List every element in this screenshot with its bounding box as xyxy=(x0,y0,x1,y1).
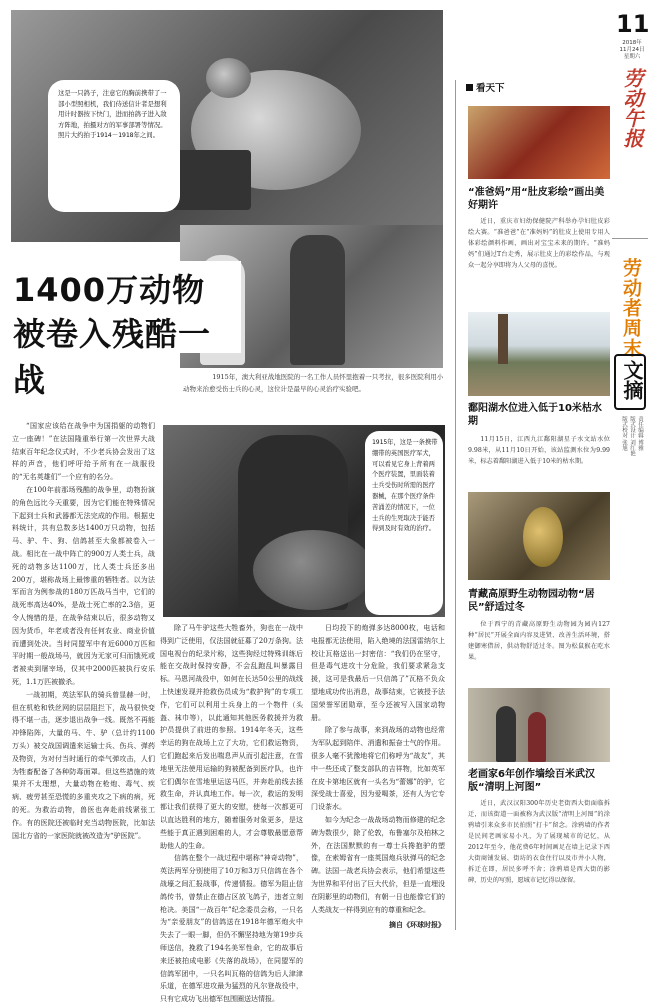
divider-line xyxy=(612,238,648,239)
article-paragraph: 在100年前那场残酷的战争里，动物扮演的角色远比今天重要，因为它们能在特殊情况下起到士兵和武器都无法完成的作用。根据史料统计，共有总数多达1400万只动物，包括马、驴、牛、狗、信鸽甚至大象都被卷入一战。相比在一战中阵亡的900万人类士兵，战死的动物多达1100万，比人类士兵还多出200万，堪称战场上最惨重的牺牲者。以为法军而言为例参战的180万匹战马当中，它们的战死率高达40%，是战士死亡率的2.3倍，更令人惋惜的是，在战争结束以后，很多动物又因为货币，年老或者没有任何农业、商业价值而遭到处决。当时同盟军中有近6000万匹和平时期一般战场马，就因为无家可归而饿死或者被卖到屠宰场，仅其中2000匹被执行安乐死，1.1万匹被撤杀。 xyxy=(12,485,155,686)
article-col2 xyxy=(160,622,303,1004)
sidebar-section-title: 看天下 xyxy=(476,83,505,94)
sidebar-divider xyxy=(455,80,456,930)
paper-name: 劳动午报 xyxy=(620,68,644,148)
painter-figure xyxy=(496,706,516,762)
date-year: 2018年 xyxy=(622,40,642,46)
article-paragraph: 除了马牛驴这些大牲畜外，狗也在一战中得到广泛使用，仅法国就征募了20万条狗。法国电视台的纪录片称，这些狗经过特殊训练后能在交战时保持安静，不会乱跑乱叫暴露目标。马恩河战役中，如何在长达50公里的战线上快速发现并抢救伤员成为“救护狗”的专项工作，它们可以利用士兵身上的一个物件（头盔、袜巾等），以此通知其他医务救援并为救护员提供了前进的参照。1914年冬天，这些幸运的狗在战场上立了大功，它们救运物资，它们跑起来后发出喘息声从而引起注意，在雪地里无法使用运输的狗被配备到医疗队，也许它们偶尔在雪地里运送马匹，并奔赴前线去拯救生命，并认真地工作。每一次，救运的发明都让我们获得了更大的安慰，使每一次都更可以直达胜利的地方，随着服务对象更多，是这些能于真正遇到困难的人，才会尊敬最愿意帮助他人的生命。 xyxy=(160,624,303,850)
pagoda-shape xyxy=(498,314,508,364)
pigeon-caption: 这是一只鸽子，注意它的胸前携带了一部小型照相机，我们侍送信计者是想利用计时器按下快门，进而拍鸽子进入敌方阵地，拍摄对方的军事部署等情况。照片大约拍于1914－1918年之间。 xyxy=(48,80,180,212)
sidebar-header xyxy=(466,80,505,94)
sidebar-item-title: “准爸妈”用“肚皮彩绘”画出美好期许 xyxy=(468,187,605,211)
sidebar-item-title: 青藏高原野生动物园动物“居民”舒适过冬 xyxy=(468,589,595,613)
date-day: 11月24日 xyxy=(619,47,645,53)
sidebar-item-text xyxy=(468,216,610,271)
article-col3 xyxy=(311,622,445,918)
masthead-date xyxy=(616,40,648,61)
article-paragraph: “国家应该给在战争中为国捐躯的动物们立一座碑！”在法国隆重举行第一次世界大战结束百年纪念仪式时，不少老兵协会发出了这样的声音，他们呼吁给予所有在一战服役的“无名英雄们”一个应有的名分。 xyxy=(12,422,155,482)
bystander-figure xyxy=(528,712,546,762)
article-source: 摘自《环球时报》 xyxy=(389,921,445,929)
editor-credit: 责任编辑 博雅 xyxy=(637,416,643,451)
article-col1 xyxy=(12,420,155,918)
headline-box xyxy=(9,261,241,399)
sidebar-item-text xyxy=(468,619,610,663)
sidebar-paragraph: 近日，重庆市妇幼保健院产科举办孕妇肚皮彩绘大赛。“准爸爸”在“准妈妈”的肚皮上使用专用人体彩绘颜料作画，画出对宝宝未来的期许。“准妈妈”们通过T台走秀，展示肚皮上的彩绘作品，与观众一起分享即将为人父母的喜悦。 xyxy=(468,218,610,269)
graffiti-wall-photo xyxy=(468,688,610,762)
editors-block xyxy=(620,416,643,506)
sidebar-item-title: 老画家6年创作墙绘百米武汉版“清明上河图” xyxy=(468,769,595,793)
headline-line1: 1400万动物 xyxy=(13,271,206,309)
subsection-title: 文摘 xyxy=(620,360,644,400)
sidebar-paragraph: 近日，武汉汉阳300年历史老街西大街面临拆迁，而该街道一面被称为武汉版“清明上河图”的涂鸦墙引来众多市民拍照“打卡”留念。涂鸦墙的作者是民间老画家易小凡，为了展现城市的记忆，从2012年至今，他花费6年时间画足在墙上记录下西大街商铺发展、街坊的衣食住行以及市井小人物，拆迁在即，居民多呼不舍；涂鸦墙是西大街的影碑，历史的写照，愿城市记忆得以保留。 xyxy=(468,800,610,884)
date-weekday: 星期六 xyxy=(623,54,641,60)
section-title: 劳动者周末 xyxy=(620,258,642,358)
squirrel-monkey-photo xyxy=(468,492,610,580)
headline-line2: 被卷入残酷一战 xyxy=(13,315,212,399)
poyang-lake-photo xyxy=(468,312,610,396)
soldier-figure xyxy=(290,235,345,365)
dog-caption: 1915年，这是一条携带绷带的英国医疗军犬，可以看见它身上背着两个医疗装置，里面装着士兵受伤时所需的医疗器械，在那个医疗条件苦涌差的情况下，一位士兵的生死取决于能否得到及时有效的治疗。 xyxy=(372,439,438,533)
article-paragraph: 除了参与战事，来到战场的动物也经常为军队起到陪伴、消遣和振奋士气的作用。很多人毫不犹豫地将它们称呼为“战友”，其中一些还成了整支部队的吉祥物，比如英军在皮卡第地区就有一头名为“蕾娜”的驴，它深受战士喜爱，因为爱喝茶，还有人为它专门设茶水。 xyxy=(311,726,445,812)
pigeon-head xyxy=(206,58,251,98)
dog-figure xyxy=(253,530,373,610)
hospital-caption: 1915年，澳大利亚战地医院的一名工作人员怀里抱着一只考拉，很多医院利用小动物来治愈受伤士兵的心灵，这位计是最早的心灵治疗实验吧。 xyxy=(183,373,444,393)
sidebar-item-text xyxy=(468,798,610,932)
article-paragraph: 日均投下的炮弹多达8000枚，电话和电报都无法使用，陷入绝境的法国雷纳尔上校让瓦格送出一封密信：“我们仍在坚守，但是毒气进攻十分危险，我们要求紧急支援，这可是我最后一只信鸽了”瓦格不负众望地成功传出消息，战事结束，它被授予法国荣誉军团勋章，至今还被写入国家动物册。 xyxy=(311,624,445,722)
article-paragraph: 信鸽在整个一战过程中堪称“神奇动物”，英法两军分别使用了10万和3万只信鸽在各个战壕之间汇报战事，传递情报。德军为阻止信鸽传书，曾禁止在德占区放飞鸽子，违者立刻枪决。美国“一战百年”纪念委员会称，一只名为“亲爱朋友”的信鸽送在1918年德军炮火中失去了一眼一脚，但仍不懈坚持地为第19步兵师送信，挽救了194名美军性命，它的故事后来还被拍成电影《失落的战场》，在同盟军的信鸽军团中，一只名叫瓦格的信鸽为后人津津乐道，在德军进攻最为猛烈的凡尔登战役中，只有它成功飞出德军包围圈送达情报。 xyxy=(160,854,303,1004)
belly-paint-photo xyxy=(468,106,610,179)
sidebar-item-text xyxy=(468,434,610,467)
page-number: 11 xyxy=(616,10,650,38)
sidebar-paragraph: 位于西宁的青藏高原野生动物园为园内127种“居民”开展全面内容及进贤、改善生活环境，搭建御寒借居，供动物舒适过冬。图为松鼠猴在吃水果。 xyxy=(468,621,610,661)
camera-device xyxy=(171,150,251,210)
editor-credit: 版式设计 刘红艳 xyxy=(629,416,635,457)
square-icon xyxy=(466,84,473,91)
article-paragraph: 如今为纪念一战战场动物而修建的纪念碑为数很少，除了伦敦，布鲁塞尔及柏林之外，在法国默默的有一尊士兵搀抱驴的塑像，在索姆省有一座英国炮兵驮弹马的纪念碑。法国一战老兵协会表示，他们希望这些为世界和平付出了巨大代价，但是一直埋没在阴影里的动物们，有朝一日也能像它们的人类战友一样得到应有的尊重和纪念。 xyxy=(311,815,445,914)
sidebar-item-title: 鄱阳湖水位进入低于10米枯水期 xyxy=(468,403,602,427)
monkey-shape xyxy=(523,507,563,567)
article-paragraph: 一战初期，英法军队的骑兵曾显赫一时，但在机枪和铁丝网的层层阻拦下，战马很快变得不堪一击，逐步退出战争一线。既然不再能冲锋陷阵，大量的马、牛、驴（总计约1100万头）被交战国调遣来运输士兵、伤兵、弹药及物资，为对付当时通行的牵气弹攻击，人们为牲畜配备了各种防毒面罩。但这些措施的效果并不太理想，大量动物在枪炮、毒气、疾病、疲劳甚至恐慌的多重夹攻之下病的病，死的死。为救治动物，兽医也奔赴前线紧张工作。有的医院还被临时充当动物医院，比如法国北方省的一家医院就被改造为“驴医院”。 xyxy=(12,690,155,840)
editor-credit: 版式校对 张旭 xyxy=(621,416,627,451)
sidebar-paragraph: 11月15日，江西九江鄱阳湖星子水文站水位9.98米，从11月10日开始，该站监测水位为9.99米，标志着鄱阳湖进入低于10米的枯水期。 xyxy=(468,436,610,465)
